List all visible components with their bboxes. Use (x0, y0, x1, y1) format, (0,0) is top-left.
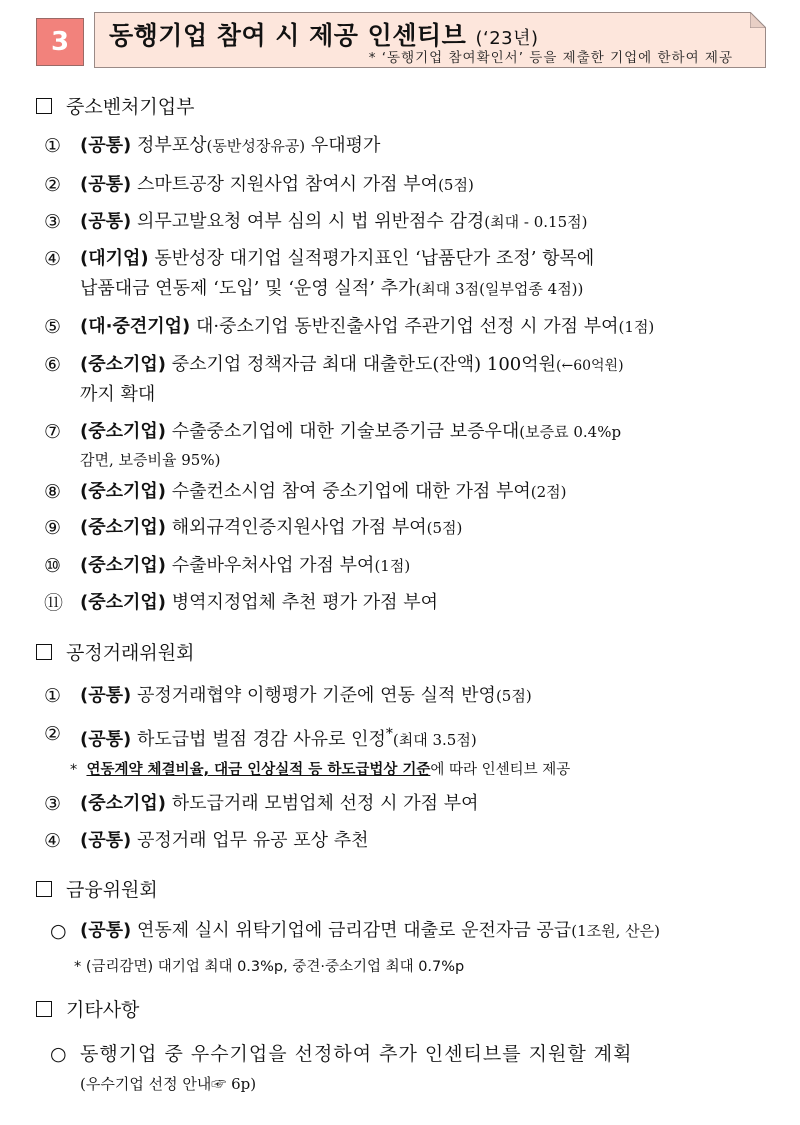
footnote: * 연동계약 체결비율, 대금 인상실적 등 하도급법상 기준에 따라 인센티브 제공 (70, 762, 571, 778)
header (36, 12, 766, 68)
folded-corner-icon (750, 12, 766, 28)
square-bullet-icon (36, 1001, 52, 1017)
square-bullet-icon (36, 881, 52, 897)
section-heading-etc: 기타사항 (36, 995, 139, 1022)
footnote: * (금리감면) 대기업 최대 0.3%p, 중견·중소기업 최대 0.7%p (74, 959, 465, 975)
section-heading-ftc: 공정거래위원회 (36, 638, 194, 665)
square-bullet-icon (36, 644, 52, 660)
section-number-badge: 3 (36, 18, 84, 66)
title-year: (‘23년) (475, 28, 539, 49)
section-heading-fsc: 금융위원회 (36, 875, 158, 902)
square-bullet-icon (36, 98, 52, 114)
title-note: * ‘동행기업 참여확인서’ 등을 제출한 기업에 한하여 제공 (368, 50, 733, 66)
title-box (94, 12, 766, 68)
title-text: 동행기업 참여 시 제공 인센티브 (109, 21, 467, 50)
section-heading-sme: 중소벤처기업부 (36, 92, 194, 119)
